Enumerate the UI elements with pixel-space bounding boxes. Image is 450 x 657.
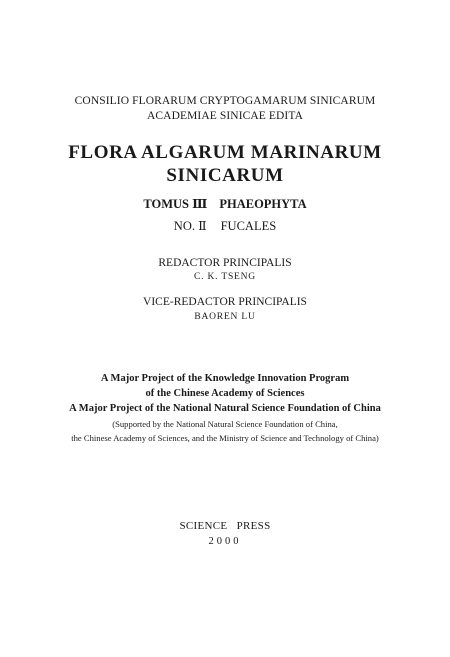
book-title-line-2: SINICARUM bbox=[166, 165, 284, 186]
number-label: NO. Ⅱ bbox=[173, 219, 207, 233]
publisher-name: SCIENCE PRESS bbox=[179, 520, 271, 532]
redactor-principal-name: C. K. TSENG bbox=[194, 272, 256, 282]
volume-number bbox=[0, 220, 450, 233]
number-name: FUCALES bbox=[220, 219, 277, 233]
publication-year: 2000 bbox=[208, 536, 242, 547]
tomus-label: TOMUS Ⅲ bbox=[143, 197, 208, 211]
volume-tomus bbox=[0, 198, 450, 211]
tomus-name: PHAEOPHYTA bbox=[219, 197, 307, 211]
vice-redactor-name: BAOREN LU bbox=[194, 312, 256, 322]
project-1-line-1: A Major Project of the Knowledge Innovation Program bbox=[100, 373, 350, 384]
council-line-2: ACADEMIAE SINICAE EDITA bbox=[147, 110, 303, 122]
redactor-principal-label: REDACTOR PRINCIPALIS bbox=[158, 257, 292, 269]
project-2: A Major Project of the National Natural Science Foundation of China bbox=[69, 403, 381, 414]
vice-redactor-label: VICE-REDACTOR PRINCIPALIS bbox=[143, 296, 307, 308]
support-note-line-1: (Supported by the National Natural Science Foundation of China, bbox=[112, 419, 338, 429]
council-line-1: CONSILIO FLORARUM CRYPTOGAMARUM SINICARUM bbox=[74, 95, 376, 107]
book-title-line-1: FLORA ALGARUM MARINARUM bbox=[68, 142, 382, 163]
support-note-line-2: the Chinese Academy of Sciences, and the Ministry of Science and Technology of China) bbox=[71, 433, 379, 443]
project-1-line-2: of the Chinese Academy of Sciences bbox=[145, 388, 305, 399]
